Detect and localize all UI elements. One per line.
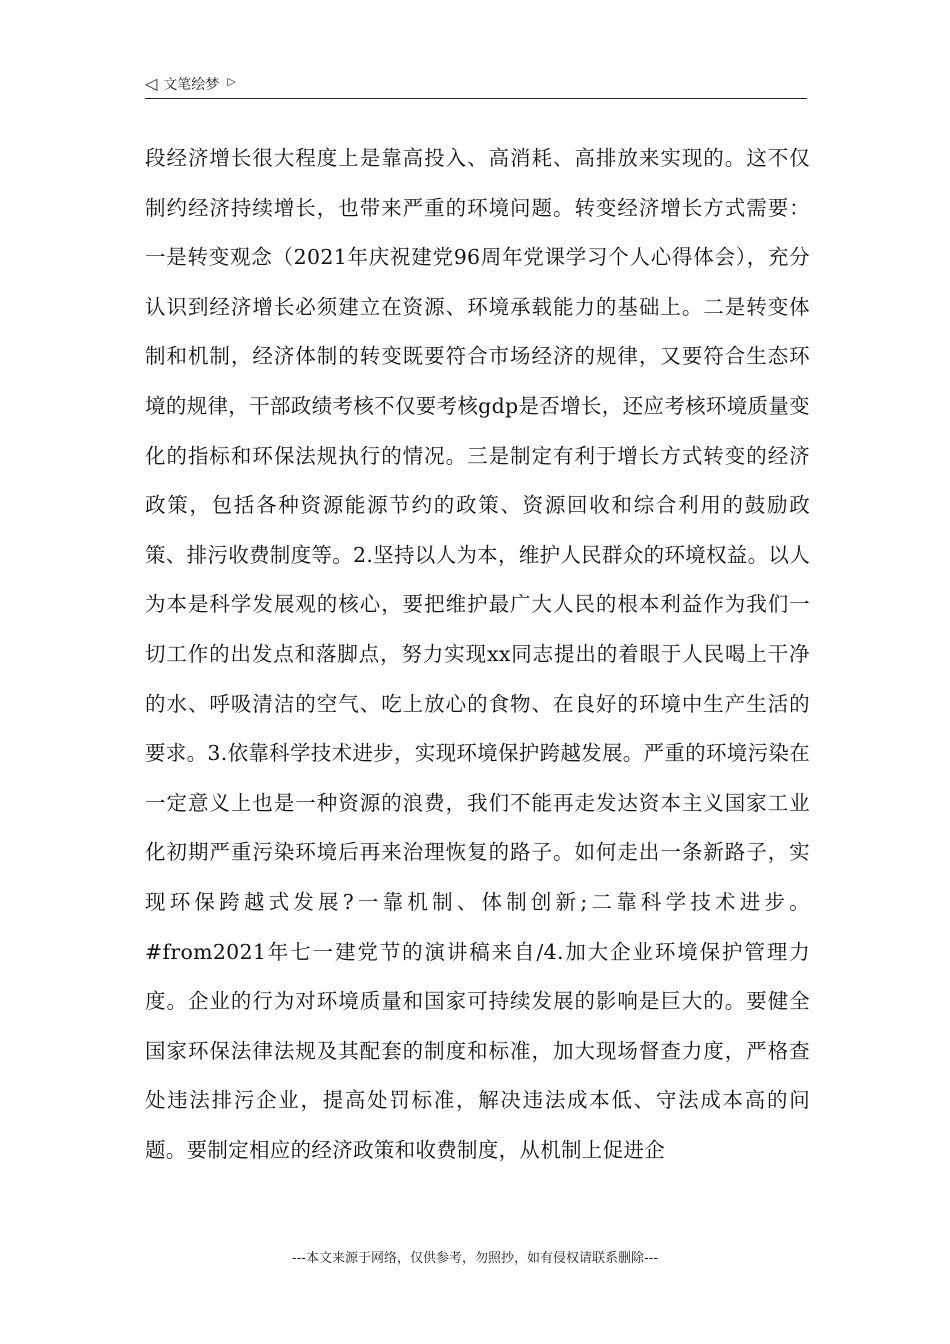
- triangle-left-icon: ◁: [145, 74, 158, 93]
- header-title: 文笔绘梦: [163, 77, 220, 93]
- body-paragraph: 段经济增长很大程度上是靠高投入、高消耗、高排放来实现的。这不仅制约经济持续增长，也带来严重的环境问题。转变经济增长方式需要：一是转变观念（2021年庆祝建党96周年党课学习个人心得体会），充分认识到经济增长必须建立在资源、环境承载能力的基础上。二是转变体制和机制，经济体制的转变既要符合市场经济的规律，又要符合生态环境的规律，干部政绩考核不仅要考核gdp是否增长，还应考核环境质量变化的指标和环保法规执行的情况。三是制定有利于增长方式转变的经济政策，包括各种资源能源节约的政策、资源回收和综合利用的鼓励政策、排污收费制度等。2.坚持以人为本，维护人民群众的环境权益。以人为本是科学发展观的核心，要把维护最广大人民的根本利益作为我们一切工作的出发点和落脚点，努力实现xx同志提出的着眼于人民喝上干净的水、呼吸清洁的空气、吃上放心的食物、在良好的环境中生产生活的要求。3.依靠科学技术进步，实现环境保护跨越发展。严重的环境污染在一定意义上也是一种资源的浪费，我们不能再走发达资本主义国家工业化初期严重污染环境后再来治理恢复的路子。如何走出一条新路子，实现环保跨越式发展?一靠机制、体制创新;二靠科学技术进步。#from2021年七一建党节的演讲稿来自/4.加大企业环境保护管理力度。企业的行为对环境质量和国家可持续发展的影响是巨大的。要健全国家环保法律法规及其配套的制度和标准，加大现场督查力度，严格查处违法排污企业，提高处罚标准，解决违法成本低、守法成本高的问题。要制定相应的经济政策和收费制度，从机制上促进企: [145, 146, 810, 1162]
- header-brand: [145, 74, 236, 94]
- triangle-right-icon: ▷: [227, 74, 236, 88]
- footer-disclaimer: ---本文来源于网络，仅供参考，勿照抄，如有侵权请联系删除---: [291, 1251, 659, 1266]
- page-header: [145, 72, 807, 99]
